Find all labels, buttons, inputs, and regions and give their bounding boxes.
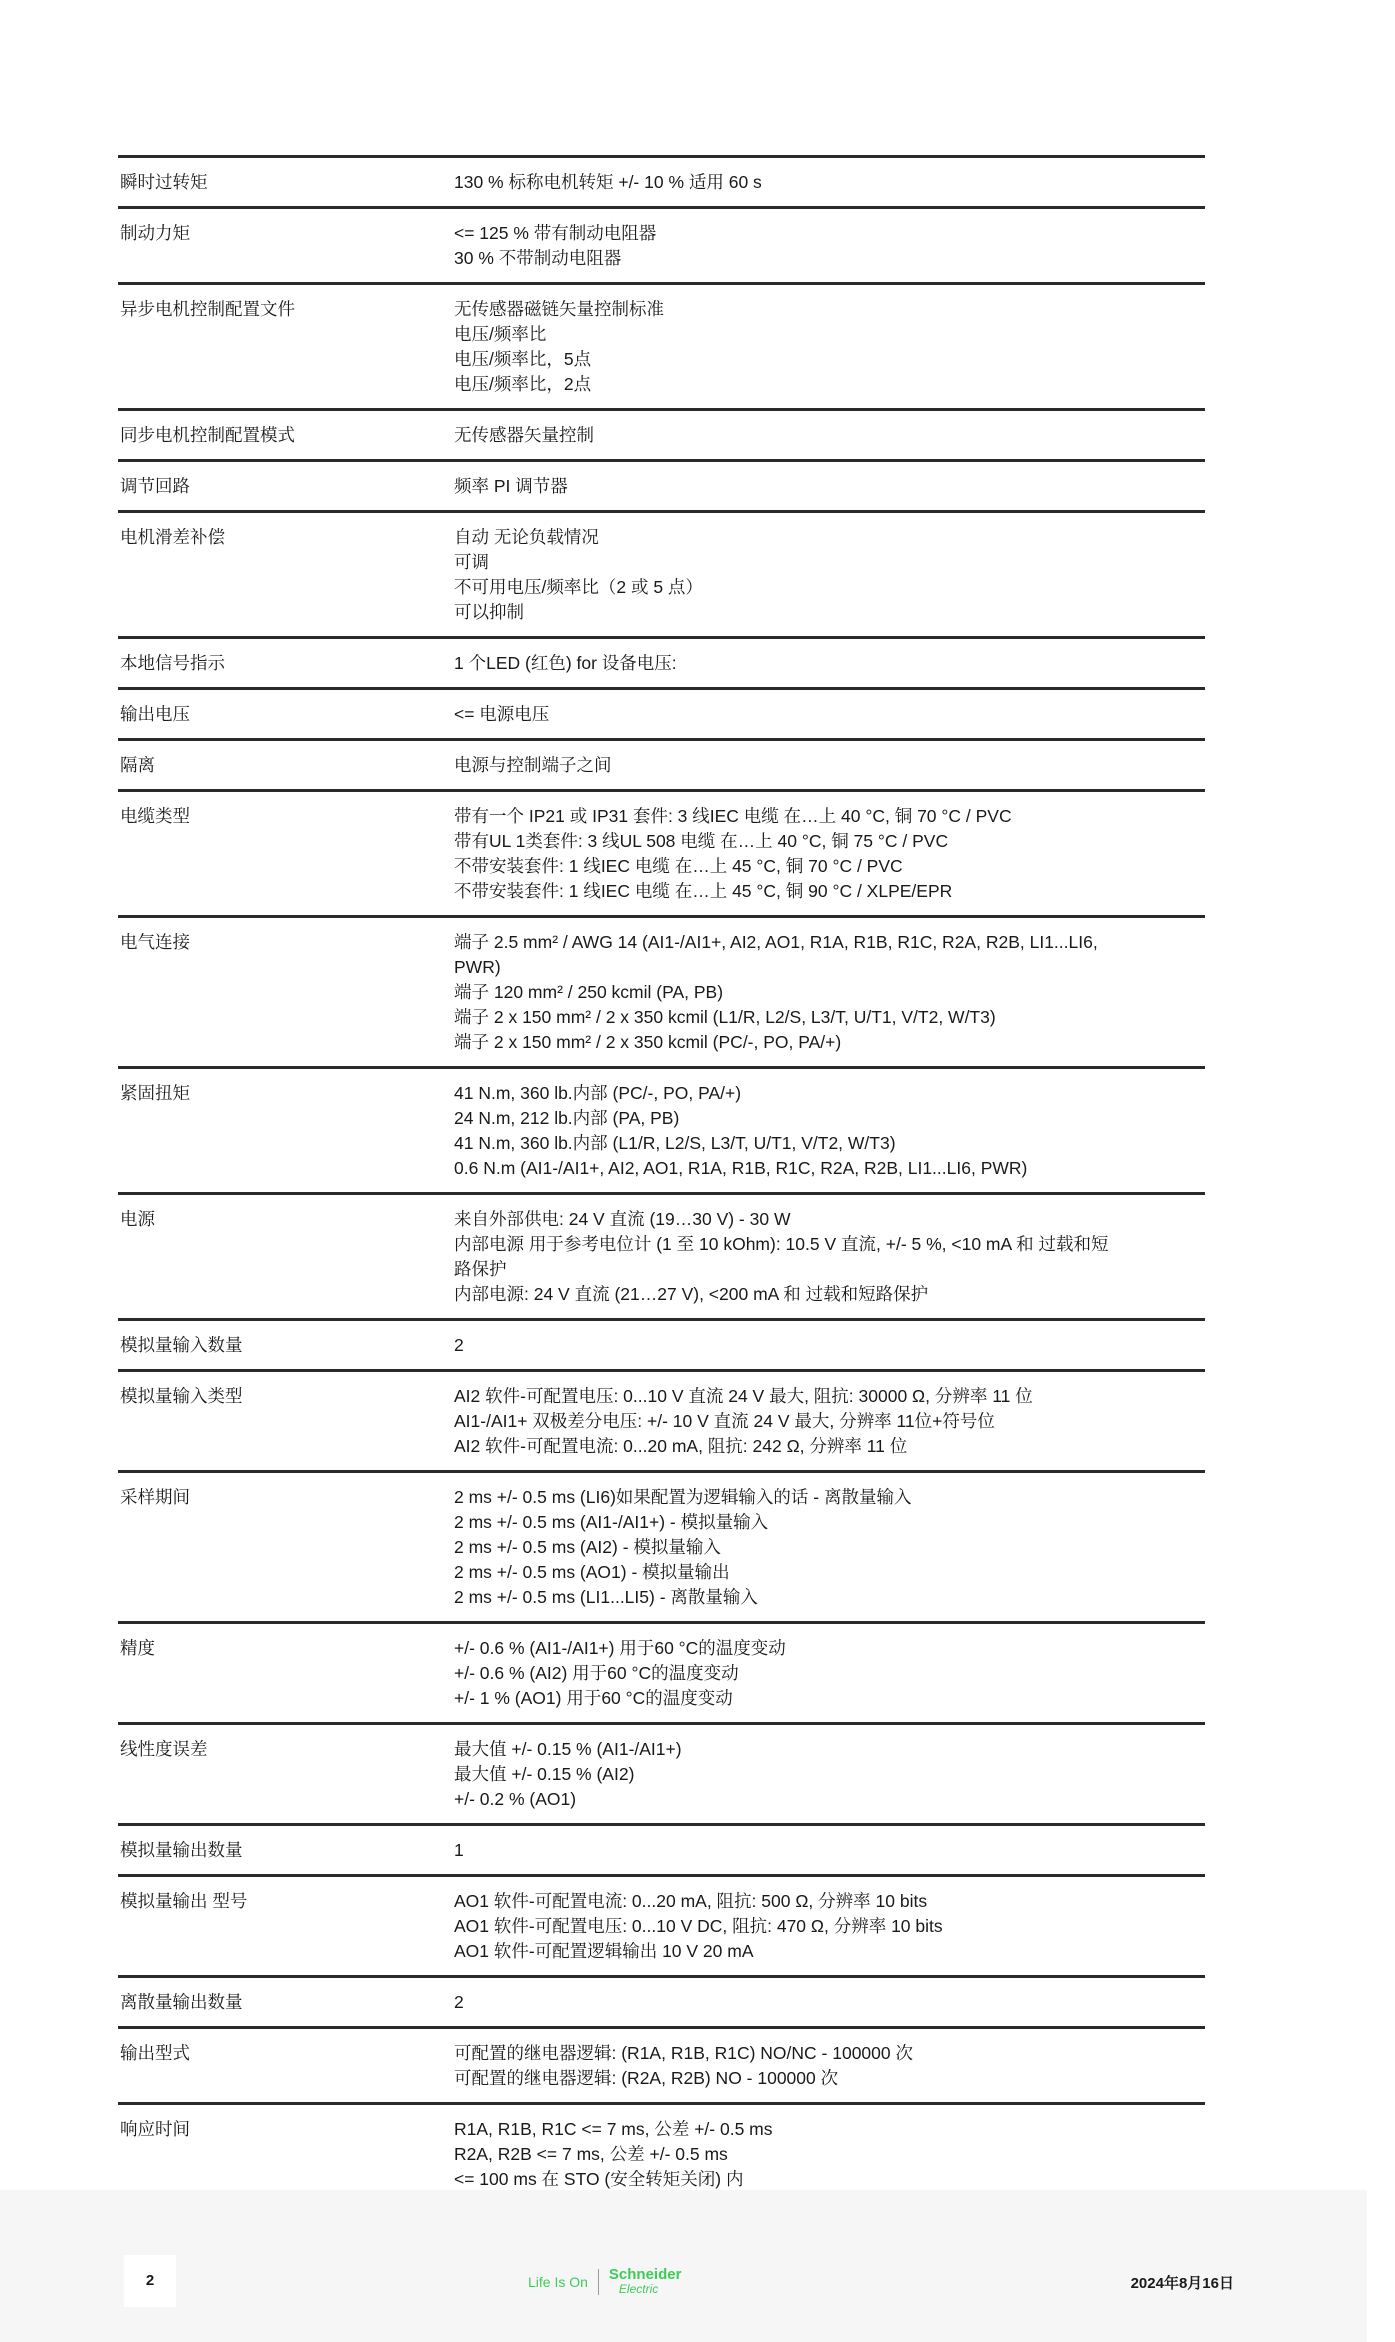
spec-value-line: 可调 — [454, 552, 489, 572]
spec-value-line: 端子 2.5 mm² / AWG 14 (AI1-/AI1+, AI2, AO1, R1A, R1B, R1C, R2A, R2B, LI1...LI6, — [454, 932, 1098, 952]
spec-value-line: <= 电源电压 — [454, 704, 550, 724]
spec-value-line: 不可用电压/频率比（2 或 5 点） — [454, 577, 703, 597]
spec-row — [118, 1069, 1205, 1195]
spec-value — [454, 297, 1205, 397]
spec-value-line: 自动 无论负载情况 — [454, 527, 599, 547]
spec-value — [454, 1838, 1205, 1863]
spec-label: 隔离 — [120, 755, 155, 775]
spec-value — [454, 525, 1205, 625]
spec-row — [118, 1826, 1205, 1877]
logo-line-1: Schneider — [608, 2266, 682, 2283]
spec-value-line: AO1 软件-可配置电压: 0...10 V DC, 阻抗: 470 Ω, 分辨率 10 bits — [454, 1916, 943, 1936]
spec-value-line: AI2 软件-可配置电流: 0...20 mA, 阻抗: 242 Ω, 分辨率 11 位 — [454, 1436, 908, 1456]
spec-value-line: <= 100 ms 在 STO (安全转矩关闭) 内 — [454, 2169, 744, 2189]
spec-value-line: 内部电源 用于参考电位计 (1 至 10 kOhm): 10.5 V 直流, +/- 5 %, <10 mA 和 过载和短 — [454, 1234, 1109, 1254]
spec-value-line: 可配置的继电器逻辑: (R1A, R1B, R1C) NO/NC - 100000 次 — [454, 2043, 913, 2063]
spec-value-line: 无传感器矢量控制 — [454, 425, 594, 445]
spec-value-line: 电压/频率比，2点 — [454, 374, 592, 394]
spec-value-line: 41 N.m, 360 lb.内部 (PC/-, PO, PA/+) — [454, 1083, 742, 1103]
spec-value-line: 带有UL 1类套件: 3 线UL 508 电缆 在…上 40 °C, 铜 75 °C / PVC — [454, 831, 949, 851]
spec-value-line: 路保护 — [454, 1259, 507, 1279]
spec-value — [454, 753, 1205, 778]
spec-row — [118, 1877, 1205, 1978]
spec-label: 电机滑差补偿 — [120, 527, 225, 547]
spec-value-line: 41 N.m, 360 lb.内部 (L1/R, L2/S, L3/T, U/T1, V/T2, W/T3) — [454, 1133, 896, 1153]
page-number: 2 — [124, 2255, 176, 2307]
spec-label: 电源 — [120, 1209, 155, 1229]
spec-label: 精度 — [120, 1638, 155, 1658]
spec-label: 输出电压 — [120, 704, 190, 724]
spec-value-line: 不带安装套件: 1 线IEC 电缆 在…上 45 °C, 铜 90 °C / XLPE/EPR — [454, 881, 953, 901]
spec-value-line: 带有一个 IP21 或 IP31 套件: 3 线IEC 电缆 在…上 40 °C, 铜 70 °C / PVC — [454, 806, 1012, 826]
spec-value — [454, 1990, 1205, 2015]
spec-row — [118, 209, 1205, 285]
brand-divider — [598, 2269, 599, 2295]
spec-row — [118, 1473, 1205, 1624]
spec-row — [118, 792, 1205, 918]
spec-value-line: 来自外部供电: 24 V 直流 (19…30 V) - 30 W — [454, 1209, 791, 1229]
spec-value-line: R2A, R2B <= 7 ms, 公差 +/- 0.5 ms — [454, 2144, 728, 2164]
spec-value-line: 1 个LED (红色) for 设备电压: — [454, 653, 677, 673]
spec-value-line: 1 — [454, 1840, 464, 1860]
spec-value — [454, 1333, 1205, 1358]
spec-row — [118, 741, 1205, 792]
logo-line-2: Electric — [618, 2282, 659, 2296]
spec-label: 采样期间 — [120, 1487, 190, 1507]
spec-label: 电气连接 — [120, 932, 190, 952]
spec-value-line: +/- 1 % (AO1) 用于60 °C的温度变动 — [454, 1688, 733, 1708]
spec-value — [454, 1737, 1205, 1812]
spec-value-line: R1A, R1B, R1C <= 7 ms, 公差 +/- 0.5 ms — [454, 2119, 773, 2139]
spec-value — [454, 702, 1205, 727]
spec-label: 调节回路 — [120, 476, 190, 496]
spec-row — [118, 1624, 1205, 1725]
spec-value — [454, 2041, 1205, 2091]
spec-label: 模拟量输出数量 — [120, 1840, 243, 1860]
spec-value-line: 端子 2 x 150 mm² / 2 x 350 kcmil (PC/-, PO, PA/+) — [454, 1032, 842, 1052]
spec-value — [454, 423, 1205, 448]
spec-value-line: 2 — [454, 1335, 464, 1355]
spec-value — [454, 1889, 1205, 1964]
spec-row — [118, 1195, 1205, 1321]
spec-value-line: AO1 软件-可配置逻辑输出 10 V 20 mA — [454, 1941, 754, 1961]
spec-value-line: 最大值 +/- 0.15 % (AI1-/AI1+) — [454, 1739, 682, 1759]
spec-row — [118, 158, 1205, 209]
spec-value-line: <= 125 % 带有制动电阻器 — [454, 223, 657, 243]
spec-row — [118, 639, 1205, 690]
spec-value-line: 30 % 不带制动电阻器 — [454, 248, 622, 268]
spec-value-line: 频率 PI 调节器 — [454, 476, 568, 496]
spec-value — [454, 651, 1205, 676]
spec-label: 同步电机控制配置模式 — [120, 425, 295, 445]
spec-value-line: 最大值 +/- 0.15 % (AI2) — [454, 1764, 635, 1784]
spec-value-line: 端子 2 x 150 mm² / 2 x 350 kcmil (L1/R, L2/S, L3/T, U/T1, V/T2, W/T3) — [454, 1007, 996, 1027]
spec-label: 瞬时过转矩 — [120, 172, 208, 192]
spec-value-line: AO1 软件-可配置电流: 0...20 mA, 阻抗: 500 Ω, 分辨率 10 bits — [454, 1891, 928, 1911]
spec-value-line: 0.6 N.m (AI1-/AI1+, AI2, AO1, R1A, R1B, R1C, R2A, R2B, LI1...LI6, PWR) — [454, 1158, 1028, 1178]
spec-value-line: 2 ms +/- 0.5 ms (AO1) - 模拟量输出 — [454, 1562, 730, 1582]
spec-value-line: 2 ms +/- 0.5 ms (AI1-/AI1+) - 模拟量输入 — [454, 1512, 769, 1532]
spec-value — [454, 1485, 1205, 1610]
spec-label: 本地信号指示 — [120, 653, 225, 673]
spec-value-line: 可配置的继电器逻辑: (R2A, R2B) NO - 100000 次 — [454, 2068, 839, 2088]
spec-value-line: 电压/频率比，5点 — [454, 349, 592, 369]
spec-value — [454, 2117, 1205, 2192]
spec-value-line: 2 ms +/- 0.5 ms (LI1...LI5) - 离散量输入 — [454, 1587, 758, 1607]
spec-table — [118, 155, 1205, 2206]
brand-logo — [528, 2266, 681, 2298]
spec-value-line: 内部电源: 24 V 直流 (21…27 V), <200 mA 和 过载和短路保护 — [454, 1284, 929, 1304]
spec-row — [118, 2029, 1205, 2105]
spec-value-line: 电压/频率比 — [454, 324, 547, 344]
spec-value-line: 2 ms +/- 0.5 ms (AI2) - 模拟量输入 — [454, 1537, 721, 1557]
footer-date: 2024年8月16日 — [1130, 2275, 1234, 2292]
spec-value-line: 2 — [454, 1992, 464, 2012]
spec-row — [118, 1978, 1205, 2029]
spec-label: 输出型式 — [120, 2043, 190, 2063]
spec-row — [118, 1372, 1205, 1473]
spec-value — [454, 804, 1205, 904]
spec-value — [454, 1636, 1205, 1711]
spec-value — [454, 170, 1205, 195]
spec-label: 异步电机控制配置文件 — [120, 299, 295, 319]
spec-value-line: +/- 0.6 % (AI2) 用于60 °C的温度变动 — [454, 1663, 739, 1683]
spec-value-line: 电源与控制端子之间 — [454, 755, 612, 775]
spec-row — [118, 690, 1205, 741]
spec-value — [454, 1207, 1205, 1307]
spec-value-line: 端子 120 mm² / 250 kcmil (PA, PB) — [454, 982, 724, 1002]
spec-label: 离散量输出数量 — [120, 1992, 243, 2012]
spec-value-line: 24 N.m, 212 lb.内部 (PA, PB) — [454, 1108, 680, 1128]
spec-value-line: 130 % 标称电机转矩 +/- 10 % 适用 60 s — [454, 172, 762, 192]
spec-row — [118, 285, 1205, 411]
spec-row — [118, 462, 1205, 513]
spec-value-line: AI2 软件-可配置电压: 0...10 V 直流 24 V 最大, 阻抗: 30000 Ω, 分辨率 11 位 — [454, 1386, 1033, 1406]
spec-value-line: +/- 0.6 % (AI1-/AI1+) 用于60 °C的温度变动 — [454, 1638, 786, 1658]
spec-label: 模拟量输入类型 — [120, 1386, 243, 1406]
spec-row — [118, 411, 1205, 462]
spec-value — [454, 474, 1205, 499]
spec-value-line: PWR) — [454, 957, 501, 977]
spec-value-line: 可以抑制 — [454, 602, 524, 622]
spec-label: 模拟量输入数量 — [120, 1335, 243, 1355]
spec-value-line: +/- 0.2 % (AO1) — [454, 1789, 577, 1809]
spec-row — [118, 1725, 1205, 1826]
spec-value-line: 2 ms +/- 0.5 ms (LI6)如果配置为逻辑输入的话 - 离散量输入 — [454, 1487, 912, 1507]
spec-value — [454, 930, 1205, 1055]
spec-row — [118, 1321, 1205, 1372]
spec-value-line: 无传感器磁链矢量控制标准 — [454, 299, 664, 319]
spec-row — [118, 918, 1205, 1069]
spec-label: 电缆类型 — [120, 806, 190, 826]
page-footer — [0, 2190, 1367, 2342]
spec-value — [454, 221, 1205, 271]
spec-value — [454, 1081, 1205, 1181]
spec-label: 线性度误差 — [120, 1739, 208, 1759]
spec-label: 制动力矩 — [120, 223, 190, 243]
spec-label: 响应时间 — [120, 2119, 190, 2139]
spec-value — [454, 1384, 1205, 1459]
spec-label: 模拟量输出 型号 — [120, 1891, 248, 1911]
schneider-logo — [609, 2268, 682, 2296]
spec-value-line: 不带安装套件: 1 线IEC 电缆 在…上 45 °C, 铜 70 °C / PVC — [454, 856, 903, 876]
spec-label: 紧固扭矩 — [120, 1083, 190, 1103]
spec-row — [118, 513, 1205, 639]
spec-value-line: AI1-/AI1+ 双极差分电压: +/- 10 V 直流 24 V 最大, 分辨率 11位+符号位 — [454, 1411, 995, 1431]
tagline: Life Is On — [528, 2274, 588, 2290]
